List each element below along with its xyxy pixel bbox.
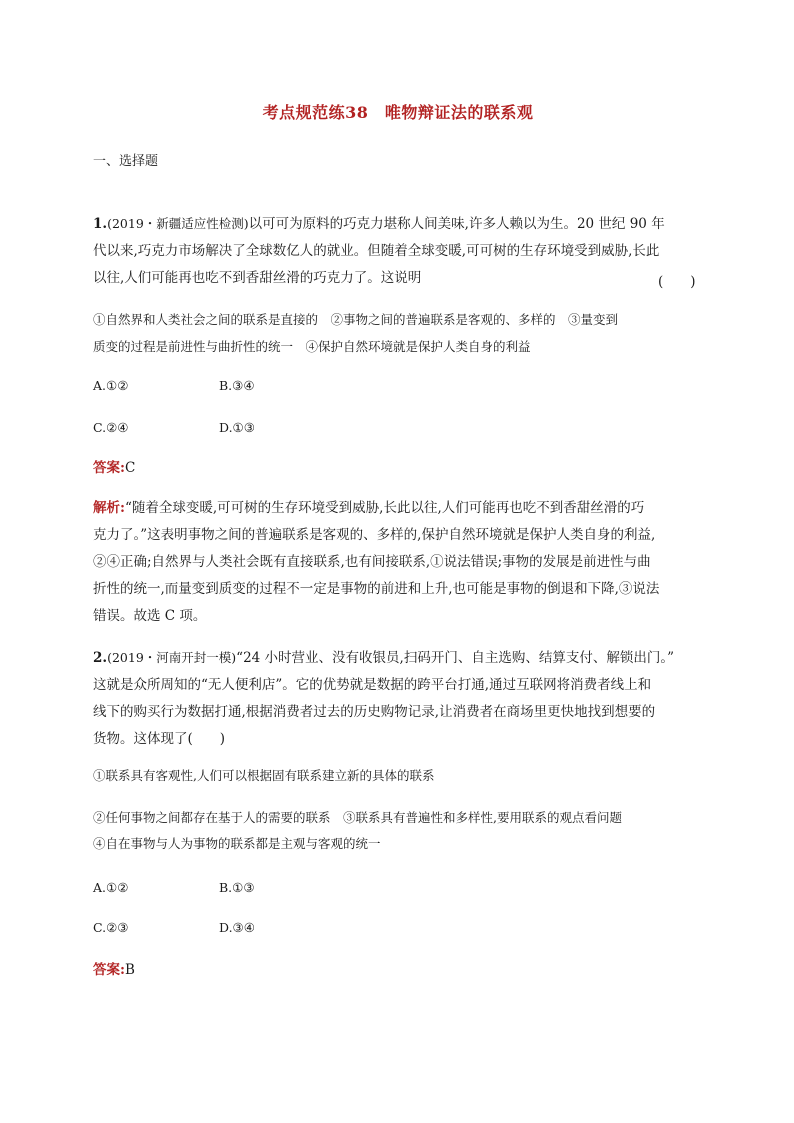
question-2-stem-line-1 (93, 650, 674, 666)
answer-label: 答案: (93, 962, 125, 978)
question-1-number: 1. (93, 216, 108, 232)
question-2-stem-line-2: 这就是众所周知的“无人便利店”。它的优势就是数据的跨平台打通,通过互联网将消费者线上和 (93, 677, 652, 693)
question-2-statement-2: ②任何事物之间都存在基于人的需要的联系 ③联系具有普遍性和多样性,要用联系的观点看问题 (93, 810, 622, 825)
answer-label: 答案: (93, 460, 125, 476)
question-1-stem-line-2: 代以来,巧克力市场解决了全球数亿人的就业。但随着全球变暖,可可树的生存环境受到威胁,长此 (93, 243, 660, 259)
question-1-analysis-line-1 (93, 500, 644, 516)
question-1-analysis-line-2: 克力了。”这表明事物之间的普遍联系是客观的、多样的,保护自然环境就是保护人类自身的利益, (93, 527, 656, 543)
question-1-answer (93, 460, 135, 476)
question-1-analysis-line-3: ②④正确;自然界与人类社会既有直接联系,也有间接联系,①说法错误;事物的发展是前进性与曲 (93, 554, 651, 570)
question-1-option-c: C.②④ (93, 420, 129, 435)
question-1-option-d: D.①③ (219, 420, 255, 435)
analysis-text: “随着全球变暖,可可树的生存环境受到威胁,长此以往,人们可能再也吃不到香甜丝滑的巧 (124, 500, 645, 516)
question-1-option-a: A.①② (93, 378, 129, 393)
question-1-option-b: B.③④ (219, 378, 255, 393)
question-2-statement-3: ④自在事物与人为事物的联系都是主观与客观的统一 (93, 836, 381, 851)
question-1-statements-line-2: 质变的过程是前进性与曲折性的统一 ④保护自然环境就是保护人类自身的利益 (93, 339, 531, 354)
question-2-option-b: B.①③ (219, 880, 255, 895)
analysis-label: 解析: (93, 500, 125, 516)
question-2-stem-line-3: 线下的购买行为数据打通,根据消费者过去的历史购物记录,让消费者在商场里更快地找到想要的 (93, 704, 656, 720)
question-1-statements-line-1: ①自然界和人类社会之间的联系是直接的 ②事物之间的普遍联系是客观的、多样的 ③量变到 (93, 312, 619, 327)
question-2-option-d: D.③④ (219, 920, 255, 935)
question-2-statement-1: ①联系具有客观性,人们可以根据固有联系建立新的具体的联系 (93, 768, 435, 783)
question-2-stem-line-4: 货物。这体现了( ) (93, 731, 226, 747)
question-2-option-c: C.②③ (93, 920, 129, 935)
question-2-number: 2. (93, 650, 108, 666)
question-2-option-a: A.①② (93, 880, 129, 895)
question-1-source: (2019・新疆适应性检测) (107, 216, 249, 231)
question-1-stem-text: 以可可为原料的巧克力堪称人间美味,许多人赖以为生。20 世纪 90 年 (248, 216, 665, 232)
question-1-analysis-line-5: 错误。故选 C 项。 (93, 608, 207, 624)
question-1-stem-line-3: 以往,人们可能再也吃不到香甜丝滑的巧克力了。这说明 (93, 270, 422, 286)
section-heading: 一、选择题 (93, 154, 159, 169)
question-2-source: (2019・河南开封一模) (107, 650, 237, 665)
answer-value: B (124, 962, 135, 978)
question-2-stem-text: “24 小时营业、没有收银员,扫码开门、自主选购、结算支付、解锁出门。” (236, 650, 674, 666)
question-1-stem-line-1 (93, 216, 665, 232)
question-2-answer (93, 962, 135, 978)
answer-value: C (124, 460, 136, 476)
question-1-analysis-line-4: 折性的统一,而量变到质变的过程不一定是事物的前进和上升,也可能是事物的倒退和下降,③说法 (93, 581, 660, 597)
question-1-answer-blank: ( ) (658, 274, 696, 290)
page-title: 考点规范练38 唯物辩证法的联系观 (262, 103, 534, 122)
